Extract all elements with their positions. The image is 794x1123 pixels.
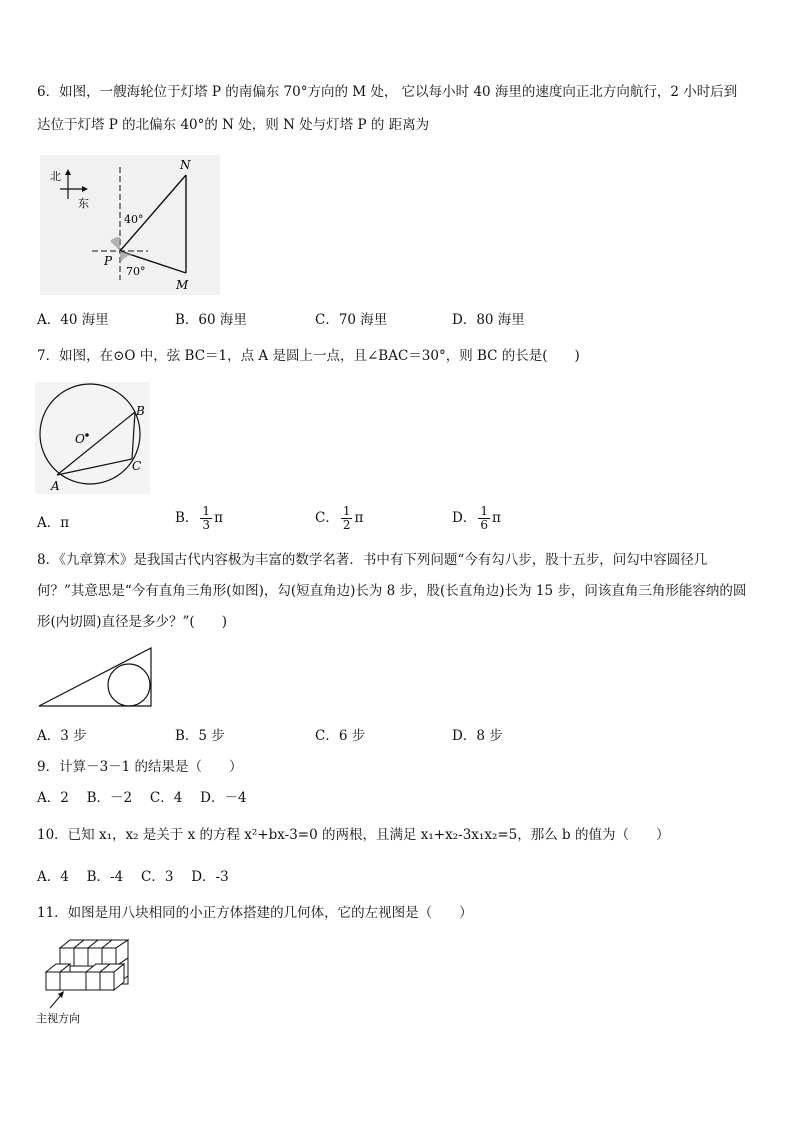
q7-option-d: D． $\frac{1}{6}$ π [452,504,501,532]
point-n-label: N [180,158,191,172]
q6-figure [40,155,220,295]
q8-stem-line2: 何？”其意思是“今有直角三角形(如图)，勾(短直角边)长为 8 步，股(长直角边)长为 15 步，问该直角三角形能容纳的圆 [37,583,747,599]
point-p-label: P [104,254,113,268]
q7-figure [35,382,150,494]
q6-option-b: B．60 海里 [175,312,247,328]
q6-stem-line2: 达位于灯塔 P 的北偏东 40°的 N 处，则 N 处与灯塔 P 的 距离为 [37,117,430,133]
q8-stem-line1: 8．《九章算术》是我国古代内容极为丰富的数学名著．书中有下列问题“今有勾八步，股十五步，问勾中容圆径几 [37,552,708,568]
q6-option-d: D．80 海里 [452,312,525,328]
angle-40-label: 40° [124,213,144,226]
q8-stem-line3: 形(内切圆)直径是多少？”( ) [37,614,227,630]
q6-option-c: C．70 海里 [315,312,388,328]
q7-stem: 7．如图，在⊙O 中，弦 BC＝1，点 A 是圆上一点，且∠BAC＝30°，则 BC 的长是( ) [37,348,580,364]
q6-stem-line1: 6．如图，一艘海轮位于灯塔 P 的南偏东 70°方向的 M 处， 它以每小时 40 海里的速度向正北方向航行，2 小时后到 [37,84,738,100]
compass-north-label: 北 [50,170,61,183]
q6-option-a: A．40 海里 [37,312,109,328]
point-a-label: A [51,479,60,493]
point-m-label: M [176,278,189,292]
q10-options: A．4 B．-4 C．3 D．-3 [37,869,229,885]
point-c-label: C [132,459,142,473]
q8-option-a: A．3 步 [37,728,87,744]
q8-option-d: D．8 步 [452,728,503,744]
q9-options: A．2 B．－2 C．4 D．－4 [37,790,247,806]
view-direction-label: 主视方向 [36,1012,80,1025]
q7-option-b: B． $\frac{1}{3}$ π [175,504,223,532]
center-o-label: O [75,432,85,446]
q11-stem: 11．如图是用八块相同的小正方体搭建的几何体，它的左视图是（ ） [37,905,473,921]
compass-east-label: 东 [78,197,89,210]
q11-figure [36,938,136,1028]
q8-figure [37,646,155,708]
q7-option-c: C． $\frac{1}{2}$ π [315,504,364,532]
q7-option-a: A．π [37,515,70,531]
angle-70-label: 70° [126,265,146,278]
point-b-label: B [136,404,145,418]
q10-stem: 10．已知 x₁，x₂ 是关于 x 的方程 x²+bx-3=0 的两根，且满足 x₁+x₂-3x₁x₂=5，那么 b 的值为（ ） [37,827,670,843]
q9-stem: 9．计算－3－1 的结果是（ ） [37,759,243,775]
q8-option-c: C．6 步 [315,728,366,744]
q8-option-b: B．5 步 [175,728,225,744]
